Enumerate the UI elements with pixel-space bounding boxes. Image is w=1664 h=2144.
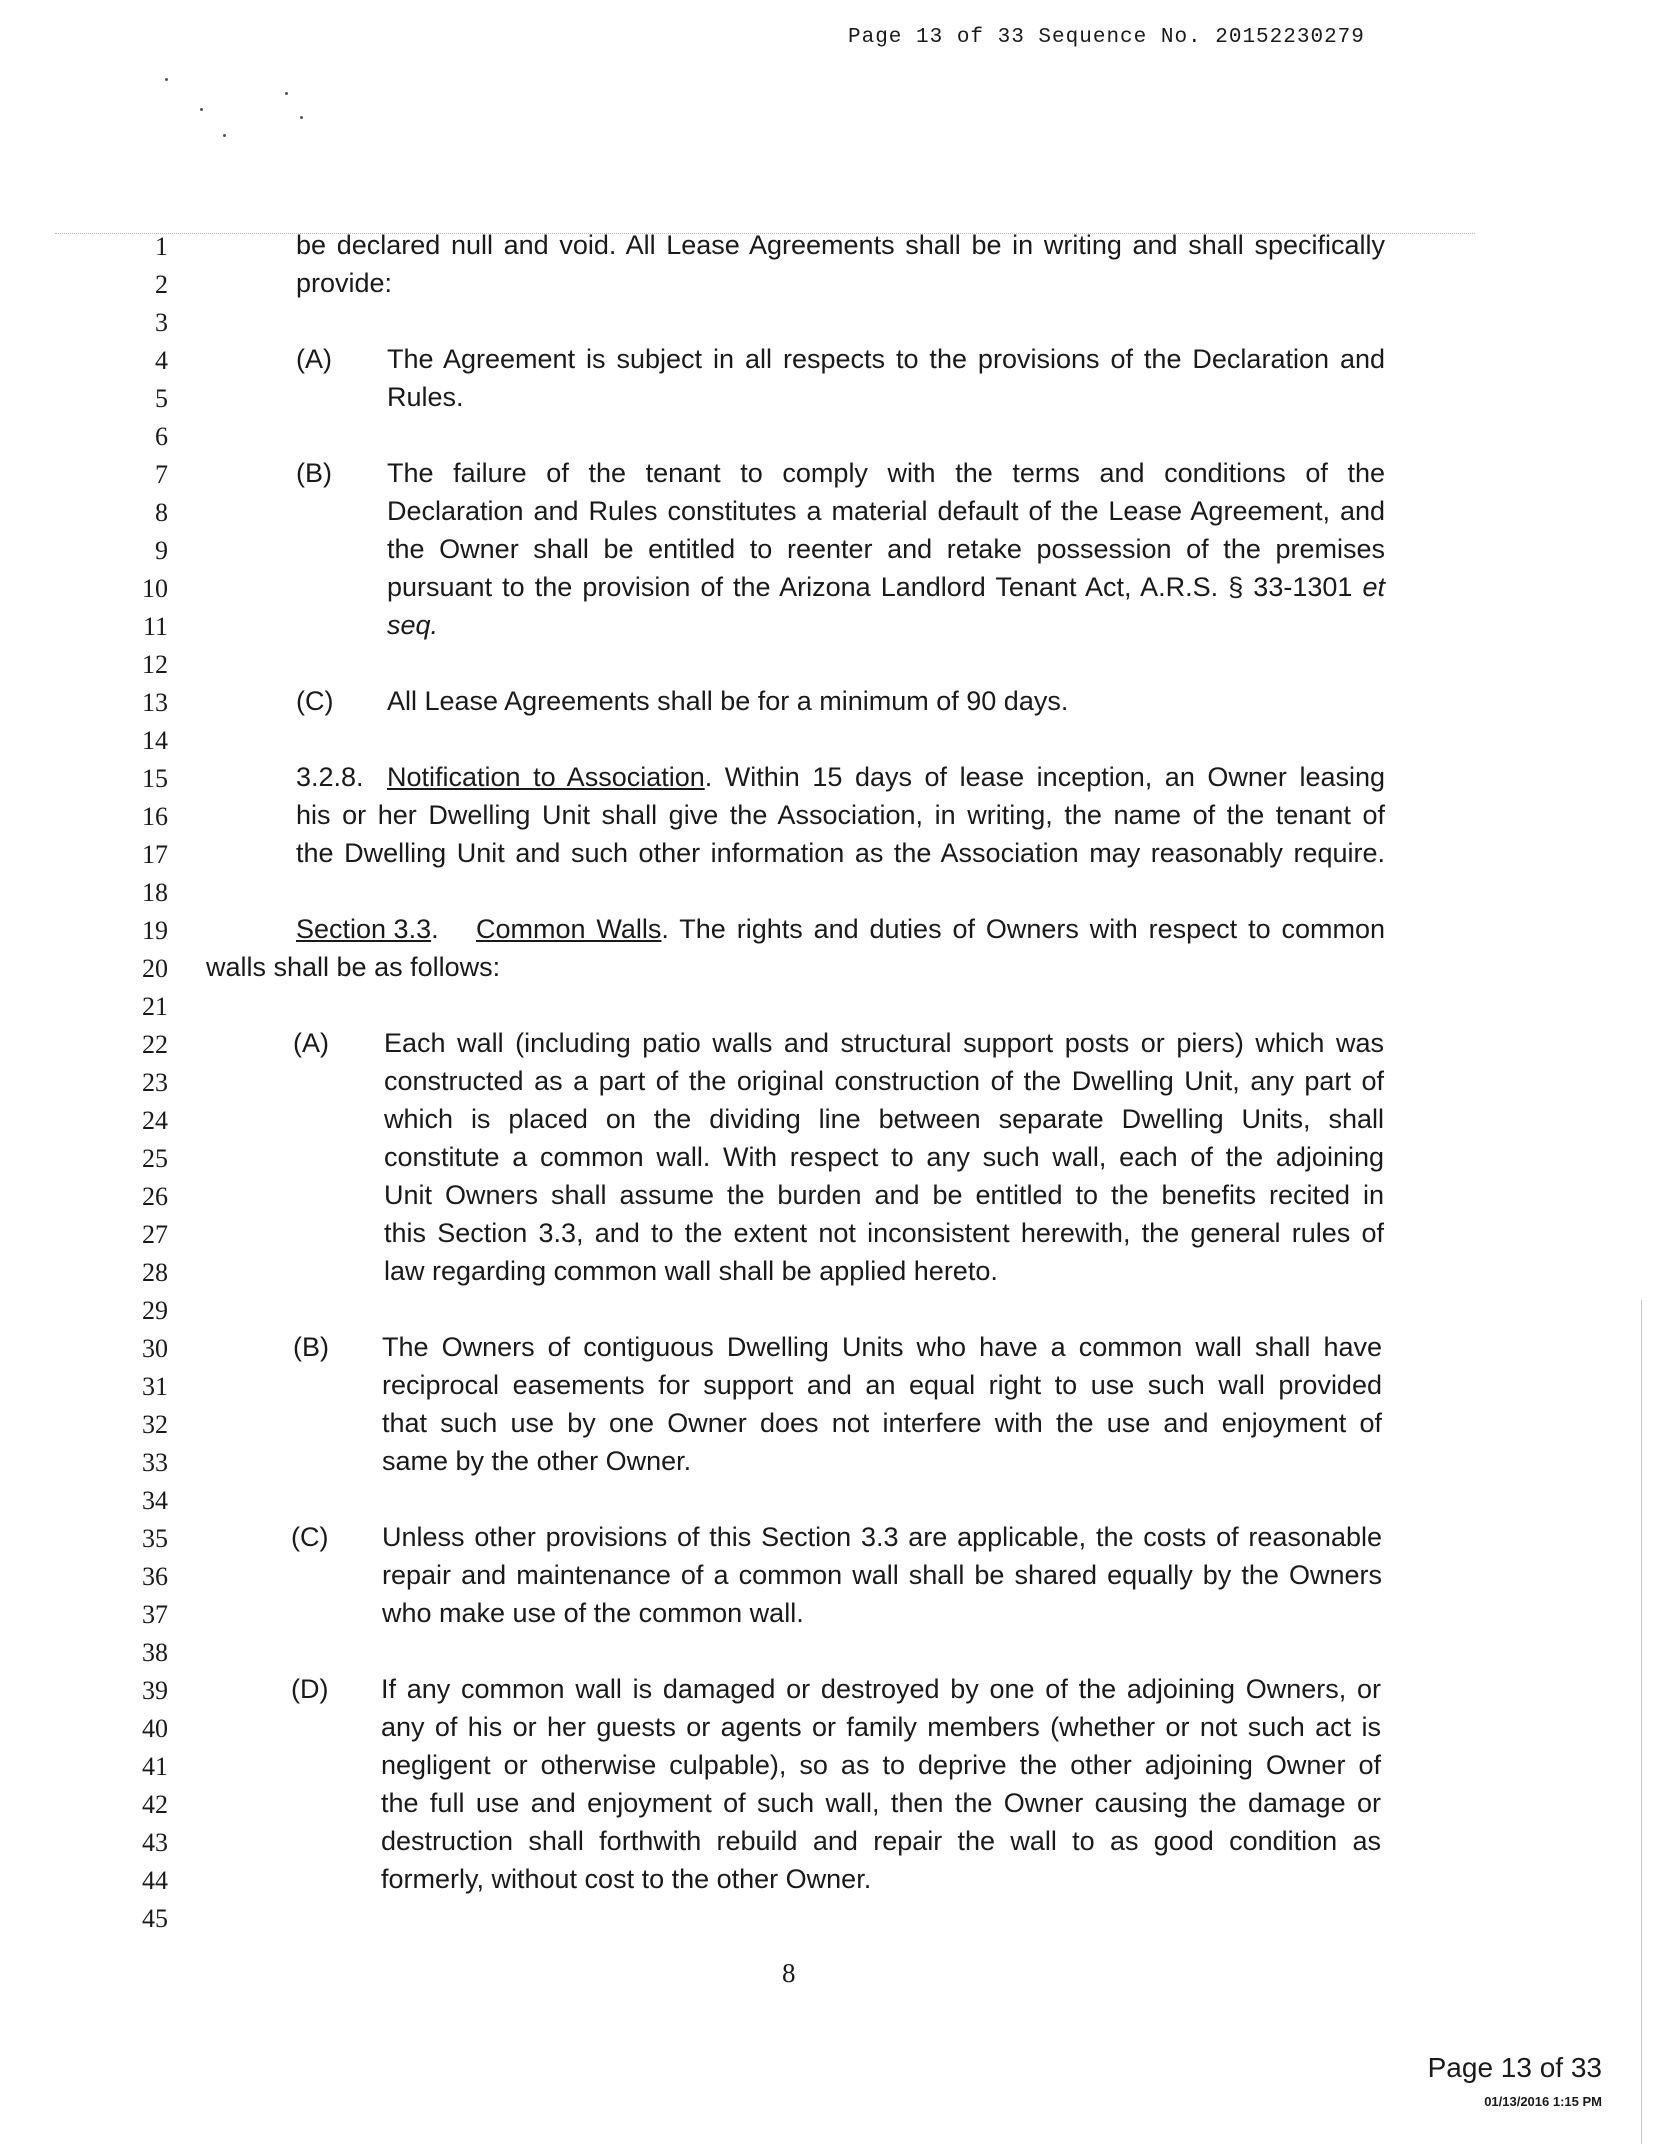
scan-speck [300, 116, 303, 119]
section-number: Section 3.3. [296, 914, 439, 944]
scan-speck [223, 134, 226, 137]
body-line [476, 914, 1385, 945]
line-number: 36 [142, 1562, 168, 1591]
body-line: who make use of the common wall. [382, 1598, 804, 1628]
line-number: 13 [142, 688, 168, 717]
line-number: 39 [142, 1676, 168, 1705]
line-number: 4 [155, 346, 168, 375]
line-number: 23 [142, 1068, 168, 1097]
line-number: 8 [155, 498, 168, 527]
line-number: 24 [142, 1106, 168, 1135]
body-line: which is placed on the dividing line between separate Dwelling Units, shall [384, 1104, 1384, 1134]
body-line: The Owners of contiguous Dwelling Units who have a common wall shall have [382, 1332, 1382, 1362]
body-line: The Agreement is subject in all respects to the provisions of the Declaration and [387, 344, 1385, 374]
body-line: reciprocal easements for support and an equal right to use such wall provided [382, 1370, 1382, 1400]
body-line: walls shall be as follows: [206, 952, 501, 982]
list-marker-b: (B) [293, 1332, 329, 1362]
body-line [387, 572, 1385, 603]
line-number: 34 [142, 1486, 168, 1515]
section-number: 3.2.8. [296, 762, 364, 792]
body-line: formerly, without cost to the other Owner. [381, 1864, 872, 1894]
line-number: 28 [142, 1258, 168, 1287]
line-number: 19 [142, 916, 168, 945]
scan-speck [285, 92, 288, 95]
body-line: his or her Dwelling Unit shall give the Association, in writing, the name of the tenant of [296, 800, 1385, 830]
body-line: law regarding common wall shall be applied hereto. [384, 1256, 998, 1286]
section-title: Common Walls [476, 914, 662, 944]
body-line: negligent or otherwise culpable), so as to deprive the other adjoining Owner of [381, 1750, 1381, 1780]
line-number: 27 [142, 1220, 168, 1249]
body-line: All Lease Agreements shall be for a minimum of 90 days. [387, 686, 1069, 716]
line-number: 5 [155, 384, 168, 413]
body-line: If any common wall is damaged or destroyed by one of the adjoining Owners, or [381, 1674, 1381, 1704]
line-number: 25 [142, 1144, 168, 1173]
body-line: seq. [387, 610, 439, 640]
footer-timestamp: 01/13/2016 1:15 PM [1484, 2094, 1602, 2109]
line-number: 2 [155, 270, 168, 299]
line-number: 41 [142, 1752, 168, 1781]
scan-speck [200, 108, 203, 111]
line-number: 3 [155, 308, 168, 337]
body-line: destruction shall forthwith rebuild and repair the wall to as good condition as [381, 1826, 1381, 1856]
body-line [387, 762, 1385, 793]
body-line: Unless other provisions of this Section 3.3 are applicable, the costs of reasonable [382, 1522, 1382, 1552]
line-number: 14 [142, 726, 168, 755]
line-number: 31 [142, 1372, 168, 1401]
body-line: Declaration and Rules constitutes a material default of the Lease Agreement, and [387, 496, 1385, 526]
line-number: 21 [142, 992, 168, 1021]
list-marker-a: (A) [293, 1028, 329, 1058]
line-number: 6 [155, 422, 168, 451]
body-line: provide: [296, 268, 393, 298]
line-number: 11 [142, 612, 168, 641]
line-number: 22 [142, 1030, 168, 1059]
body-line: The failure of the tenant to comply with the terms and conditions of the [387, 458, 1385, 488]
line-number: 43 [142, 1828, 168, 1857]
line-number: 44 [142, 1866, 168, 1895]
line-number: 29 [142, 1296, 168, 1325]
list-marker-c: (C) [291, 1522, 329, 1552]
body-line: this Section 3.3, and to the extent not inconsistent herewith, the general rules of [384, 1218, 1384, 1248]
line-number: 18 [142, 878, 168, 907]
body-line: that such use by one Owner does not interfere with the use and enjoyment of [382, 1408, 1382, 1438]
line-number: 30 [142, 1334, 168, 1363]
body-line: constructed as a part of the original construction of the Dwelling Unit, any part of [384, 1066, 1384, 1096]
footer-page-label: Page 13 of 33 [1427, 2052, 1602, 2083]
italic-text: et [1362, 572, 1385, 602]
body-text: . The rights and duties of Owners with respect to common [661, 914, 1385, 944]
sequence-header: Page 13 of 33 Sequence No. 20152230279 [848, 26, 1365, 49]
section-heading: Section 3.3 [296, 914, 432, 944]
line-number: 32 [142, 1410, 168, 1439]
list-marker-b: (B) [296, 458, 332, 488]
body-line: repair and maintenance of a common wall shall be shared equally by the Owners [382, 1560, 1382, 1590]
section-title: Notification to Association [387, 762, 705, 792]
line-number: 45 [142, 1904, 168, 1933]
body-line: be declared null and void. All Lease Agreements shall be in writing and shall specifically [296, 230, 1385, 260]
page-number: 8 [782, 1958, 796, 1988]
line-number: 12 [142, 650, 168, 679]
body-line: Unit Owners shall assume the burden and be entitled to the benefits recited in [384, 1180, 1384, 1210]
line-number: 7 [155, 460, 168, 489]
body-line: Each wall (including patio walls and structural support posts or piers) which was [384, 1028, 1384, 1058]
list-marker-c: (C) [296, 686, 334, 716]
list-marker-a: (A) [296, 344, 332, 374]
line-number: 15 [142, 764, 168, 793]
line-number: 10 [142, 574, 168, 603]
line-number: 16 [142, 802, 168, 831]
line-number: 37 [142, 1600, 168, 1629]
line-number: 33 [142, 1448, 168, 1477]
line-number: 9 [155, 536, 168, 565]
line-number: 38 [142, 1638, 168, 1667]
body-line: same by the other Owner. [382, 1446, 692, 1476]
body-line: the Dwelling Unit and such other information as the Association may reasonably require. [296, 838, 1385, 868]
body-line: Rules. [387, 382, 464, 412]
list-marker-d: (D) [291, 1674, 329, 1704]
line-number: 17 [142, 840, 168, 869]
body-line: any of his or her guests or agents or family members (whether or not such act is [381, 1712, 1381, 1742]
body-line: the full use and enjoyment of such wall, then the Owner causing the damage or [381, 1788, 1381, 1818]
body-line: constitute a common wall. With respect to any such wall, each of the adjoining [384, 1142, 1384, 1172]
line-number: 1 [155, 232, 168, 261]
body-text: . Within 15 days of lease inception, an Owner leasing [704, 762, 1386, 792]
body-text: pursuant to the provision of the Arizona Landlord Tenant Act, A.R.S. § 33-1301 [387, 572, 1353, 602]
scan-speck [165, 78, 168, 81]
body-line: the Owner shall be entitled to reenter and retake possession of the premises [387, 534, 1385, 564]
line-number: 26 [142, 1182, 168, 1211]
line-number: 42 [142, 1790, 168, 1819]
line-number: 40 [142, 1714, 168, 1743]
right-scan-edge [1641, 1300, 1642, 2144]
line-number: 20 [142, 954, 168, 983]
line-number: 35 [142, 1524, 168, 1553]
